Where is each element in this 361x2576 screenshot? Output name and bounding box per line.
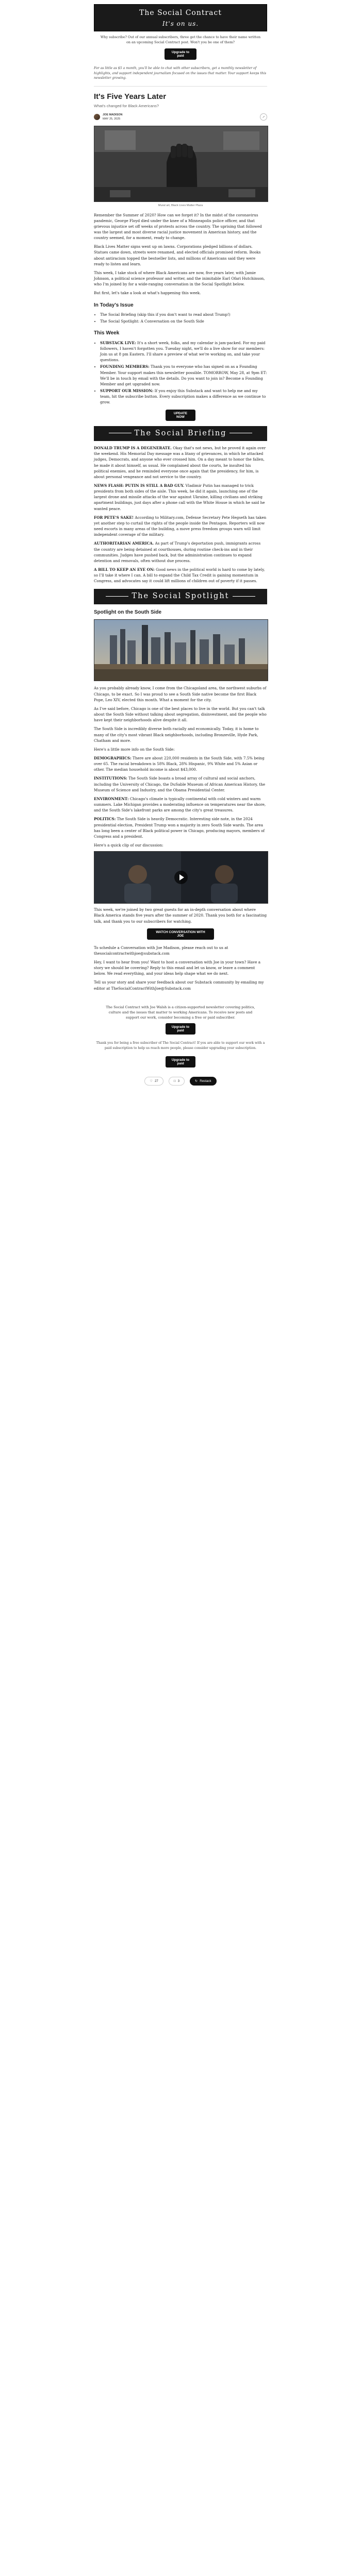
briefing-paragraph bbox=[94, 483, 267, 512]
in-todays-issue-heading: In Today's Issue bbox=[94, 302, 134, 308]
item-lead: DONALD TRUMP IS A DEGENERATE. bbox=[94, 446, 172, 451]
item-text: As part of Trump's deportation push, immigrants across the country are being detained at courthouses, during routine check-ins and in their communities. Judges have pushed back, but the administration continues to expand detention and removals, often without due process. bbox=[94, 541, 261, 563]
photo-caption: Mural art, Black Lives Matter Plaza bbox=[158, 204, 203, 207]
footer-thanks: Thank you for being a free subscriber of The Social Contract! If you are able to support our work with a paid subscription to help us reach more people, please consider upgrading your subscription. bbox=[96, 1041, 265, 1050]
heart-icon: ♡ bbox=[150, 1079, 153, 1083]
video-note: This week, we're joined by two great guests for an in-depth conversation about where Black America stands five years after the summer of 2020. Thank you both for a fascinating talk, and thank you to our subscribers for watching. bbox=[94, 907, 267, 924]
item-lead: NEWS FLASH: PUTIN IS STILL A BAD GUY. bbox=[94, 483, 185, 488]
newsletter-page bbox=[0, 4, 361, 1086]
avatar[interactable] bbox=[94, 114, 100, 120]
like-button[interactable] bbox=[144, 1077, 163, 1086]
fine-print: For as little as $5 a month, you'll be able to chat with other subscribers, get a monthly newsletter of highlights, and support independent journalism focused on the issues that matter. Your support keeps this newsletter growing. bbox=[94, 66, 267, 80]
post-title: It's Five Years Later bbox=[94, 92, 167, 101]
header-rule bbox=[106, 596, 128, 597]
comment-button[interactable] bbox=[169, 1077, 185, 1086]
item-lead: AUTHORITARIAN AMERICA. bbox=[94, 541, 154, 546]
restack-label: Restack bbox=[200, 1079, 211, 1083]
header-rule bbox=[233, 596, 255, 597]
spotlight-header bbox=[94, 589, 267, 604]
fact-text: Chicago's climate is typically continental with cold winters and warm summers. Lake Michigan provides a moderating influence on temperatures near the shore, and the South Side's lakefront parks are among the city's great treasures. bbox=[94, 796, 266, 813]
chicago-skyline-image bbox=[94, 620, 268, 681]
author-row bbox=[94, 113, 267, 122]
spotlight-paragraph: The South Side is incredibly diverse both racially and economically. Today, it is home to many of the city's most vibrant Black neighborhoods, including Bronzeville, Hyde Park, Chatham and more. bbox=[94, 726, 259, 743]
fact-text: The South Side is heavily Democratic. Interesting side note, in the 2024 presidential election, President Trump won a majority in zero South Side wards. The area has long been a center of Black political power in Chicago, producing mayors, members of Congress and a president. bbox=[94, 817, 265, 839]
spotlight-paragraph: As you probably already know, I come from the Chicagoland area, the northwest suburbs of Chicago, to be exact. So I was proud to see a South Side native become the first Black Pope, Leo XIV, elected this month. What a moment for the city. bbox=[94, 686, 267, 702]
list-item bbox=[100, 364, 267, 387]
briefing-paragraph bbox=[94, 515, 267, 538]
play-triangle bbox=[179, 874, 184, 880]
fact-paragraph bbox=[94, 755, 267, 772]
author-meta bbox=[103, 113, 123, 122]
closing-paragraph: To schedule a Conversation with Joe Madison, please reach out to us at thesocialcontractwithjoe@substack.com bbox=[94, 945, 228, 956]
issue-list bbox=[94, 312, 267, 324]
body-paragraph: But first, let's take a look at what's happening this week. bbox=[94, 291, 201, 296]
item-text: According to Military.com, Defense Secretary Pete Hegseth has taken yet another step to curtail the rights of the people inside the Pentagon. Reporters will now need escorts in many areas of the building, a move press freedom groups warn will limit independent coverage of the military. bbox=[94, 515, 267, 537]
masthead bbox=[94, 4, 267, 31]
briefing-header-text: The Social Briefing bbox=[134, 429, 227, 437]
post-subtitle: What's changed for Black Americans? bbox=[94, 104, 159, 109]
comment-count: 3 bbox=[177, 1079, 180, 1083]
item-lead: SUPPORT OUR MISSION: bbox=[100, 388, 154, 394]
briefing-header bbox=[94, 426, 267, 441]
fact-paragraph bbox=[94, 775, 267, 792]
body-paragraph: Black Lives Matter signs went up on lawns. Corporations pledged billions of dollars. Statues came down, streets were renamed, and elected officials promised reform. Books about antiracism topped the bestseller lists, and millions of Americans said they were ready to listen and learn. bbox=[94, 244, 261, 266]
footer-text: The Social Contract with Joe Walsh is a citizen-supported newsletter covering politics, culture and the issues that matter to working Americans. To receive new posts and support our work, consider becoming a free or paid subscriber. bbox=[106, 1005, 255, 1020]
divider bbox=[94, 86, 267, 87]
bottom-upgrade-button[interactable]: Upgrade to paid bbox=[166, 1056, 195, 1067]
briefing-paragraph bbox=[94, 540, 267, 564]
like-count: 27 bbox=[154, 1079, 158, 1083]
fact-lead: INSTITUTIONS: bbox=[94, 776, 127, 781]
footer-upgrade-button[interactable]: Upgrade to paid bbox=[166, 1023, 195, 1035]
hero-photo bbox=[94, 126, 268, 202]
masthead-title: The Social Contract bbox=[139, 9, 222, 17]
item-lead: FOUNDING MEMBERS: bbox=[100, 364, 150, 369]
item-text: Okay that's not news, but he proved it again over the weekend. His Memorial Day message was a litany of grievances, in which he attacked judges, Democrats, and anyone who ever crossed him. On a day meant to honor the fallen, he made it about himself, as usual. He complained about the courts, he insulted his political enemies, and he reminded everyone once again that the presidency, for him, is about personal vengeance and not service to the country. bbox=[94, 446, 266, 479]
raised-fist-mural-image bbox=[94, 126, 268, 201]
item-text: Vladimir Putin has managed to trick presidents from both sides of the aisle. This week, he did it again, launching one of the largest drone and missile attacks of the war against Ukraine, killing civilians and striking apartment buildings, just days after a phone call with the White House in which he said he wanted peace. bbox=[94, 483, 265, 511]
body-paragraph: Remember the Summer of 2020? How can we forget it? In the midst of the coronavirus pandemic, George Floyd died under the knee of a Minneapolis police officer, and that grievous injustice set off weeks of protests across the country. The uprising that followed was the largest and most diverse racial justice movement in American history, and the country seemed, for a moment, ready to change. bbox=[94, 212, 262, 241]
comment-icon: □ bbox=[173, 1079, 176, 1083]
fact-text: There are about 220,000 residents in the South Side, with 7.5% being over 65. The racial breakdown is 58% Black, 28% Hispanic, 9% White and 5% Asian or other. The median household income is about $43,000. bbox=[94, 756, 265, 772]
fact-paragraph bbox=[94, 816, 267, 839]
briefing-item bbox=[94, 483, 267, 512]
closing-paragraph: Hey, I want to hear from you! Want to host a conversation with Joe in your town? Have a story we should be covering? Reply to this email and let us know, or leave a comment below. We read everything, and your ideas help shape what we do next. bbox=[94, 959, 261, 976]
fact-text: The South Side boasts a broad array of cultural and social anchors, including the University of Chicago, the DuSable Museum of African American History, the Museum of Science and Industry, and the Obama Presidential Center. bbox=[94, 776, 266, 792]
share-icon[interactable]: ↗ bbox=[260, 113, 267, 121]
fact-paragraph bbox=[94, 796, 267, 813]
list-item: • The Social Spotlight: A Conversation on the South Side bbox=[100, 318, 267, 324]
briefing-item bbox=[94, 515, 267, 538]
this-week-list bbox=[94, 340, 267, 405]
spotlight-paragraph: Here's a little more info on the South Side: bbox=[94, 747, 175, 752]
item-text: Thank you to everyone who has signed on as a Founding Member. Your support makes this newsletter possible. TOMORROW, May 28, at 9pm ET: We'll be in touch by email with the details. Do you want to join in? Become a Founding Member and get upgraded now. bbox=[100, 364, 267, 386]
engagement-bar bbox=[94, 1077, 267, 1086]
restack-button[interactable] bbox=[190, 1077, 217, 1086]
body-paragraph: This week, I take stock of where Black Americans are now, five years later, with Jamie Johnson, a political science professor and writer, and the inimitable Earl Ofari Hutchinson, who I'm joined by for a wide-ranging conversation in the Social Spotlight below. bbox=[94, 270, 265, 287]
item-lead: SUBSTACK LIVE: bbox=[100, 340, 136, 345]
item-lead: FOR PETE'S SAKE! bbox=[94, 515, 134, 520]
intro-text: Why subscribe? Out of our annual subscribers, three get the chance to have their name written on an upcoming Social Contract post. Won't you be one of them? bbox=[100, 35, 261, 45]
list-item bbox=[100, 388, 267, 405]
item-text: If you enjoy this Substack and want to help me and my team, hit the subscribe button. Every subscription makes a difference as we continue to grow. bbox=[100, 388, 266, 405]
watch-conversation-button[interactable]: WATCH CONVERSATION WITH JOE bbox=[147, 928, 214, 940]
fact-lead: DEMOGRAPHICS: bbox=[94, 756, 132, 761]
masthead-tagline: It's on us. bbox=[162, 20, 199, 27]
restack-icon: ↻ bbox=[195, 1079, 198, 1083]
spotlight-header-text: The Social Spotlight bbox=[132, 592, 229, 601]
list-item: • The Social Briefing (skip this if you don't want to read about Trump!) bbox=[100, 312, 267, 317]
author-name[interactable]: JOE MADISON bbox=[103, 113, 123, 116]
author-block bbox=[94, 113, 123, 122]
update-now-button[interactable]: UPDATE NOW bbox=[166, 410, 195, 421]
item-text: It's a short week, folks, and my calendar is jam-packed. For my paid followers, I haven't forgotten you. Tuesday night, we'll do a live show for our members: Join us at 8 pm Eastern. I'll share a preview of what we're working on, and take your questions. bbox=[100, 340, 266, 363]
post-date: MAY 25, 2025 bbox=[103, 117, 121, 121]
clip-intro: Here's a quick clip of our discussion: bbox=[94, 843, 163, 848]
spotlight-heading: Spotlight on the South Side bbox=[94, 609, 162, 615]
briefing-item bbox=[94, 540, 267, 564]
spotlight-paragraph: As I've said before, Chicago is one of the best places to live in the world. But you can't talk about the South Side without talking about segregation, disinvestment, and the people who have kept their neighborhoods alive despite it all. bbox=[94, 706, 267, 723]
this-week-heading: This Week bbox=[94, 330, 120, 336]
briefing-paragraph bbox=[94, 445, 267, 480]
briefing-paragraph bbox=[94, 567, 267, 584]
item-lead: A BILL TO KEEP AN EYE ON: bbox=[94, 567, 155, 572]
item-text: Good news in the political world is hard to come by lately, so I'll take it where I can. A bill to expand the Child Tax Credit is gaining momentum in Congress, and advocates say it could lift millions of children out of poverty if it passes. bbox=[94, 567, 265, 584]
skyline-photo bbox=[94, 619, 268, 681]
briefing-item bbox=[94, 445, 267, 480]
closing-paragraph: Tell us your story and share your feedback about our Substack community by emailing my editor at TheSocialContractWithJoe@Substack.com bbox=[94, 980, 264, 991]
video-embed[interactable] bbox=[94, 851, 268, 904]
fact-lead: ENVIRONMENT: bbox=[94, 796, 129, 801]
list-item bbox=[100, 340, 267, 363]
upgrade-button[interactable]: Upgrade to paid bbox=[165, 48, 196, 60]
fact-lead: POLITICS: bbox=[94, 817, 116, 822]
content-column bbox=[94, 4, 267, 1086]
footer-box bbox=[104, 999, 257, 1035]
briefing-item bbox=[94, 567, 267, 584]
